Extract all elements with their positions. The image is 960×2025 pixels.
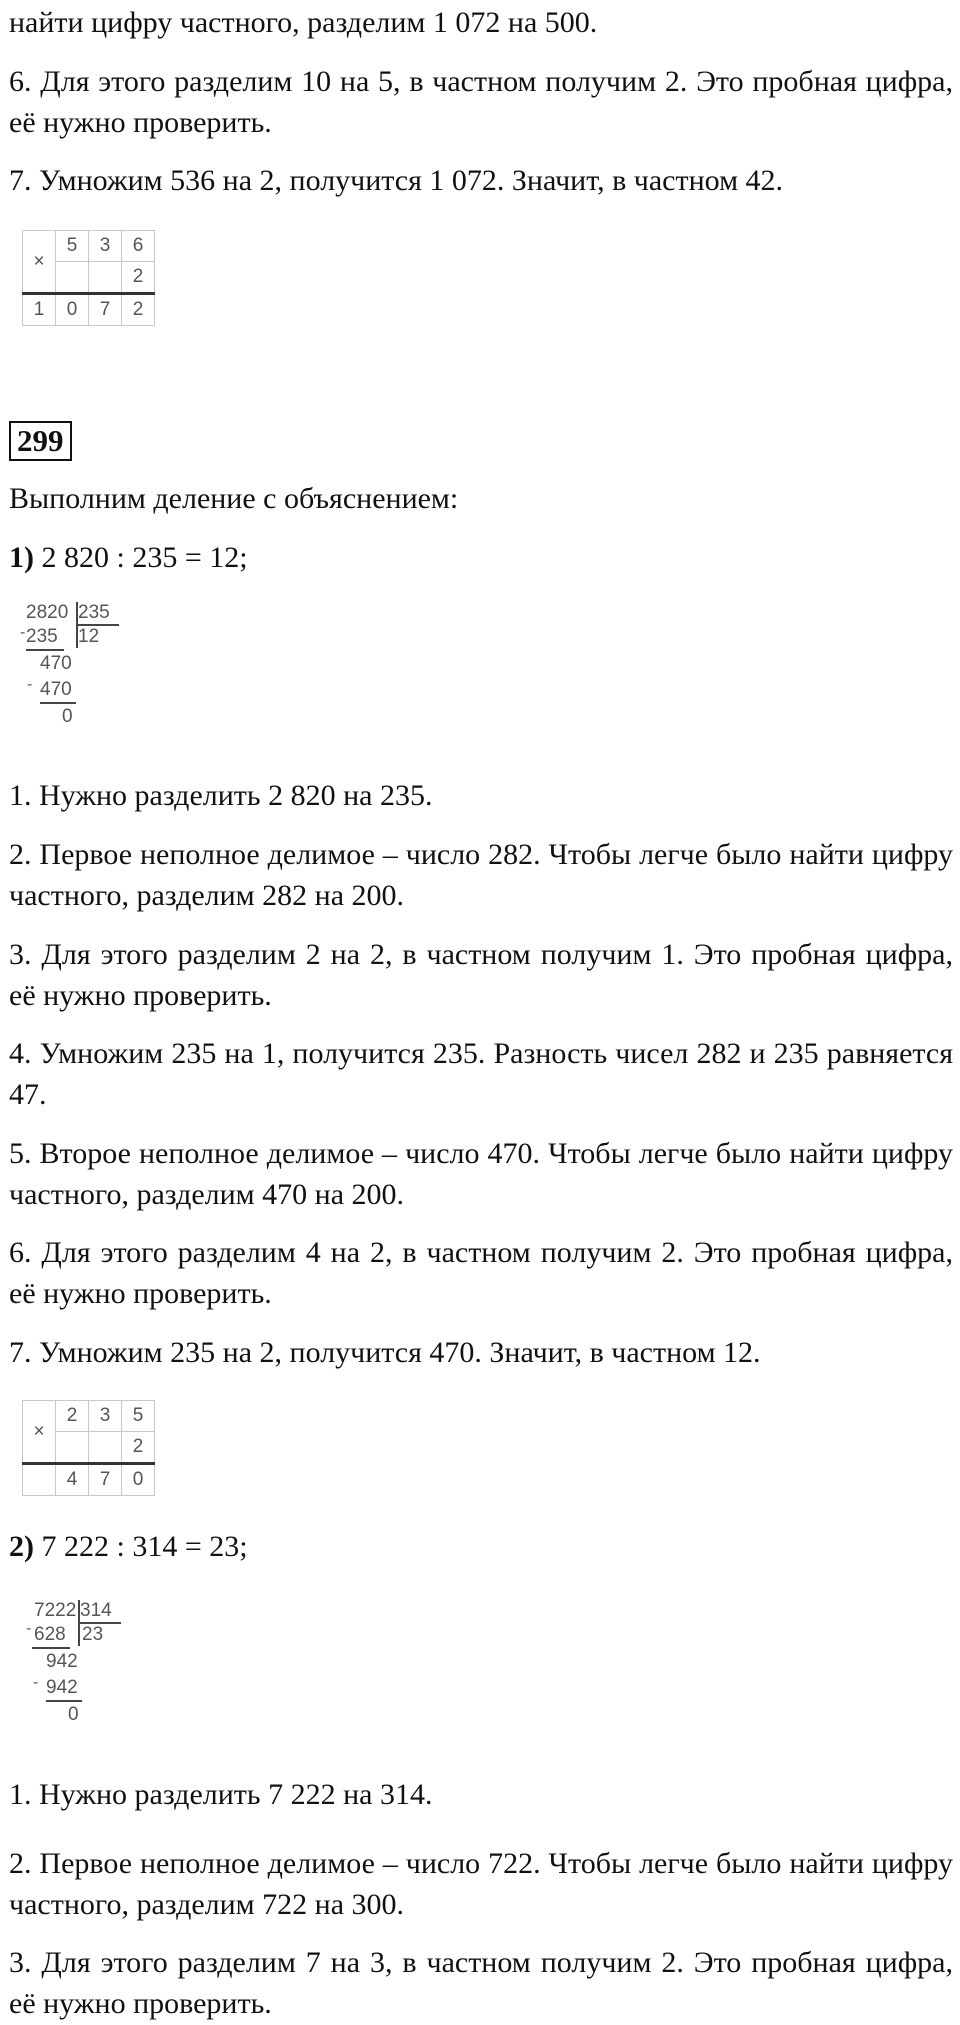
digit-cell: 2 [122, 262, 155, 294]
digit-cell: 3 [89, 231, 122, 262]
quotient: 23 [82, 1624, 104, 1645]
step-7: 7. Умножим 536 на 2, получится 1 072. Значит, в частном 42. [9, 164, 784, 197]
long-division [20, 600, 120, 750]
remainder: 942 [46, 1651, 78, 1672]
step-2: 2. Первое неполное делимое – число 722. Чтобы легче было найти цифру частного, разделим 722 на 300. [9, 1847, 953, 1921]
digit-cell [56, 1432, 89, 1464]
subtrahend: 628 [34, 1624, 66, 1645]
subtraction-line [32, 1647, 70, 1649]
divisor: 235 [78, 602, 110, 623]
digit-cell: 2 [122, 294, 155, 326]
subtrahend: 470 [40, 679, 72, 700]
remainder: 0 [68, 1704, 79, 1725]
minus-sign: - [20, 624, 26, 641]
digit-cell: 5 [122, 1401, 155, 1432]
digit-cell: 7 [89, 294, 122, 326]
digit-cell [89, 262, 122, 294]
equation-text: 7 222 : 314 = 23; [41, 1530, 248, 1563]
step-1: 1. Нужно разделить 7 222 на 314. [9, 1778, 433, 1811]
long-division [26, 1598, 126, 1748]
part-label: 2) [9, 1530, 34, 1563]
intro-text: Выполним деление с объяснением: [9, 482, 459, 515]
step-4: 4. Умножим 235 на 1, получится 235. Разность чисел 282 и 235 равняется 47. [9, 1037, 953, 1111]
digit-cell: 7 [89, 1464, 122, 1496]
digit-cell: 5 [56, 231, 89, 262]
subtraction-line [26, 649, 64, 651]
digit-cell: 1 [23, 294, 56, 326]
step-7: 7. Умножим 235 на 2, получится 470. Значит, в частном 12. [9, 1336, 761, 1369]
subtraction-line [40, 702, 76, 704]
multiplication-check [22, 1400, 155, 1496]
remainder: 470 [40, 653, 72, 674]
digit-cell [56, 262, 89, 294]
part-label: 1) [9, 541, 34, 574]
minus-sign: - [26, 1620, 32, 1637]
digit-cell: 0 [122, 1464, 155, 1496]
times-sign: × [23, 231, 56, 294]
dividend: 7222 [34, 1600, 77, 1621]
step-3: 3. Для этого разделим 2 на 2, в частном получим 1. Это пробная цифра, её нужно проверить. [9, 938, 953, 1012]
minus-sign: - [33, 1674, 39, 1691]
equation-1 [9, 537, 953, 578]
divisor: 314 [80, 1600, 112, 1621]
step-3: 3. Для этого разделим 7 на 3, в частном получим 2. Это пробная цифра, её нужно проверить. [9, 1946, 953, 2020]
digit-cell: 3 [89, 1401, 122, 1432]
multiplication-check [22, 230, 155, 326]
digit-cell: 6 [122, 231, 155, 262]
dividend: 2820 [26, 602, 69, 623]
subtraction-line [46, 1700, 82, 1702]
text-line: найти цифру частного, разделим 1 072 на 500. [9, 6, 598, 39]
digit-cell: 0 [56, 294, 89, 326]
times-sign: × [23, 1401, 56, 1464]
equation-2 [9, 1526, 953, 1567]
task-number: 299 [9, 421, 72, 461]
step-6: 6. Для этого разделим 10 на 5, в частном получим 2. Это пробная цифра, её нужно проверить. [9, 65, 953, 139]
step-5: 5. Второе неполное делимое – число 470. Чтобы легче было найти цифру частного, разделим 470 на 200. [9, 1137, 953, 1211]
step-1: 1. Нужно разделить 2 820 на 235. [9, 779, 433, 812]
digit-cell: 4 [56, 1464, 89, 1496]
digit-cell: 2 [122, 1432, 155, 1464]
quotient: 12 [78, 626, 100, 647]
subtrahend: 942 [46, 1677, 78, 1698]
digit-cell [89, 1432, 122, 1464]
subtrahend: 235 [26, 626, 58, 647]
minus-sign: - [27, 676, 33, 693]
equation-text: 2 820 : 235 = 12; [41, 541, 248, 574]
digit-cell: 2 [56, 1401, 89, 1432]
digit-cell [23, 1464, 56, 1496]
remainder: 0 [62, 706, 73, 727]
step-6: 6. Для этого разделим 4 на 2, в частном получим 2. Это пробная цифра, её нужно проверить. [9, 1236, 953, 1310]
step-2: 2. Первое неполное делимое – число 282. Чтобы легче было найти цифру частного, разделим 282 на 200. [9, 838, 953, 912]
